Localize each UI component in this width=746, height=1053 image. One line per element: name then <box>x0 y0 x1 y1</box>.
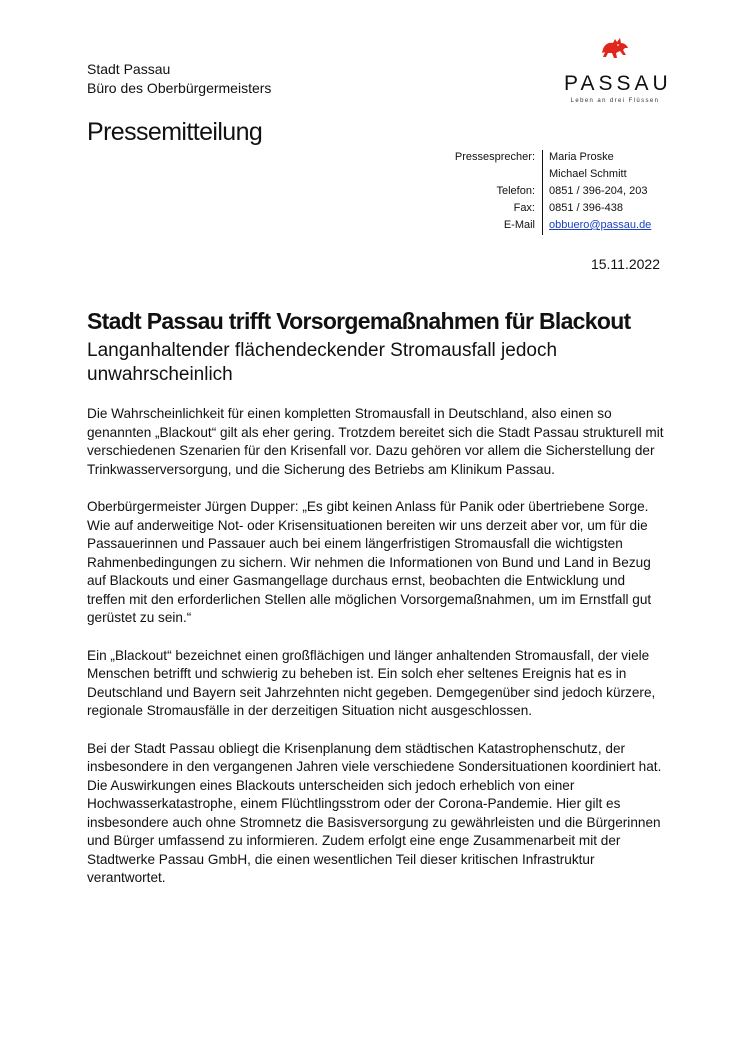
body-paragraph: Die Wahrscheinlichkeit für einen kompletten Stromausfall in Deutschland, also einen so genannten „Blackout“ gilt als eher gering. Trotzdem bereitet sich die Stadt Passau strukturell mit verschiedenen Szenarien für den Krisenfall vor. Dazu gehören vor allem die Sicherstellung der Trinkwasserversorgung, und die Sicherung des Betriebs am Klinikum Passau. <box>87 406 664 477</box>
press-contacts <box>420 150 659 235</box>
release-date: 15.11.2022 <box>590 256 660 272</box>
logo-wordmark: PASSAU <box>564 72 672 95</box>
contact-value: Michael Schmitt <box>543 167 660 184</box>
contact-row <box>420 150 659 167</box>
email-link[interactable]: obbuero@passau.de <box>549 219 652 231</box>
contact-row <box>420 167 659 184</box>
city-logo <box>560 36 670 105</box>
press-body <box>87 405 667 907</box>
contact-label: Fax: <box>513 202 535 214</box>
contact-row <box>420 218 659 235</box>
contact-value: 0851 / 396-438 <box>543 201 660 218</box>
sender-office: Büro des Oberbürgermeisters <box>87 80 272 96</box>
contact-value: Maria Proske <box>543 150 660 167</box>
heraldic-wolf-icon <box>600 36 630 60</box>
sender-block <box>87 60 271 98</box>
subheadline: Langanhaltender flächendeckender Stromausfall jedoch unwahrscheinlich <box>87 340 558 385</box>
logo-tagline: Leben an drei Flüssen <box>570 98 660 104</box>
body-paragraph: Oberbürgermeister Jürgen Dupper: „Es gibt keinen Anlass für Panik oder übertriebene Sorge. Wie auf anderweitige Not- oder Krisensituationen bereiten wir uns derzeit aber vor, um für die Passauerinnen und Passauer auch bei einem längerfristigen Stromausfall die wichtigsten Rahmenbedingungen zu sichern. Wir nehmen die Informationen von Bund und Land in Bezug auf Blackouts und einer Gasmangellage durchaus ernst, beobachten die Entwicklung und treffen mit den erforderlichen Stellen alle möglichen Vorsorgemaßnahmen, um im Ernstfall gut gerüstet zu sein.“ <box>87 499 652 625</box>
contact-label: Telefon: <box>496 185 535 197</box>
contact-row <box>420 184 659 201</box>
document-title: Pressemitteilung <box>87 118 263 146</box>
contact-row <box>420 201 659 218</box>
contact-value: 0851 / 396-204, 203 <box>543 184 660 201</box>
contact-label: E-Mail <box>503 219 535 231</box>
headline: Stadt Passau trifft Vorsorgemaßnahmen für Blackout <box>87 308 631 334</box>
body-paragraph: Bei der Stadt Passau obliegt die Krisenplanung dem städtischen Katastrophenschutz, der insbesondere in den vergangenen Jahren viele verschiedene Sondersituationen koordiniert hat. Die Auswirkungen eines Blackouts unterscheiden sich jedoch erheblich von einer Hochwasserkatastrophe, einem Flüchtlingsstrom oder der Corona-Pandemie. Hier gilt es insbesondere auch ohne Stromnetz die Basisversorgung zu gewährleisten und die Bürgerinnen und Bürger umfassend zu informieren. Zudem erfolgt eine enge Zusammenarbeit mit der Stadtwerke Passau GmbH, die einen wesentlichen Teil dieser kritischen Infrastruktur verantwortet. <box>87 740 662 885</box>
sender-city: Stadt Passau <box>87 61 171 77</box>
contact-label: Pressesprecher: <box>454 151 535 163</box>
contact-value <box>543 218 660 235</box>
body-paragraph: Ein „Blackout“ bezeichnet einen großflächigen und länger anhaltenden Stromausfall, der viele Menschen betrifft und schwierig zu beheben ist. Ein solch eher seltenes Ereignis hat es in Deutschland und Bayern seit Jahrzehnten nicht gegeben. Demgegenüber sind jedoch kürzere, regionale Stromausfälle in der derzeitigen Situation nicht ausgeschlossen. <box>87 647 656 718</box>
contact-label <box>420 167 543 184</box>
